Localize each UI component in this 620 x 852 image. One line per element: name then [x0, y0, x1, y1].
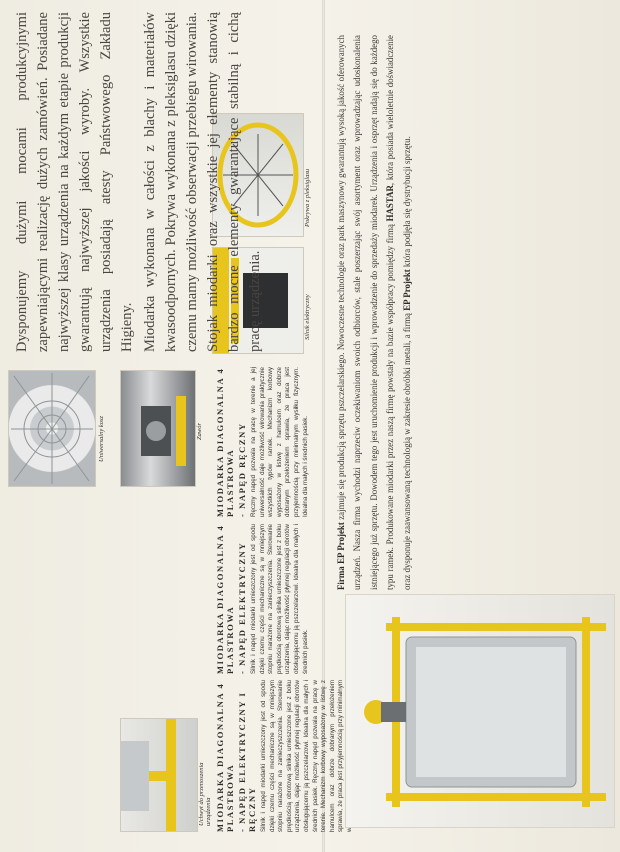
basket-icon [9, 371, 95, 486]
company-text-part: zajmuje się produkcją sprzętu pszczelarskiego. Nowoczesne technologie oraz park maszynowy gwarantują wysoką jakość oferowanych urządzeń. Nasza firma wychodzi naprzeciw oczekiwaniom swoich odbiorców, stale poszerzając swój asortyment oraz wprowadzając udoskonalenia istniejącego już sprzętu. Dowodem tego jest uruchomienie produkcji i wprowadzenie do sprzedaży miodarek. Urządzenia i osprzęt nadają się do każdego typu ramek. Produkowane miodarki przez naszą firmę powstały na bazie współpracy pomiędzy firmą [336, 35, 396, 590]
caption-lid: Pokrywa z pleksiglasu [304, 168, 311, 227]
photo-grid [8, 352, 212, 832]
panel-company [325, 0, 620, 852]
handle-icon [121, 719, 197, 831]
product-description: Ręczny napęd pozwala na pracę w terenie a jej uniwersalność daje możliwość wirowania praktycznie wszystkich typów ramek. Mechanizm korbowy wyposażony w listwę z hamulcem oraz dobrze dobranym przełożeniem sprawia, że praca jest przyjemnością przy minimalnym wysiłku fizycznym. Idealna dla małych i średnich pasiek. [250, 367, 309, 517]
caption-valve: Zawór [196, 423, 203, 440]
company-text-part: , która posiada wieloletnie doświadczenie oraz dysponuje zaawansowaną technologią w zakresie obróbki metali, a firmą [385, 35, 412, 590]
product-description: Silnik i napęd miodarki umieszczony jest od spodu dzięki czemu części mechaniczne są w mniejszym stopniu narażone na zanieczyszczenia. Sterowanie prędkością obrotową silnika umieszczone jest z boku urządzenia, dając możliwość płynnej regulacji obrotów obsługującemu ją pszczelarzowi. Idealna dla małych i średnich pasiek. [250, 524, 309, 674]
product-title: MIODARKA DIAGONALNA 4 PLASTROWA [215, 524, 235, 674]
product-electric [215, 524, 325, 674]
photo-basket [8, 370, 96, 487]
product-subtitle: - NAPĘD ELEKTRYCZNY [237, 541, 247, 674]
company-name-ep: Firma EP Projekt [336, 522, 346, 590]
company-name-hastar: HASTAR [385, 185, 396, 222]
company-name-ep-2: EP Projekt [401, 269, 412, 311]
intro-paragraph-2: Miodarka wykonana w całości z blachy i materiałów kwasoodpornych. Pokrywa wykonana z pleksiglasu dzięki czemu mamy możliwość obserwacji przebiegu wirowania. Stojak miodarki oraz wszystkie jej elementy stanowią bardzo mocne elementy gwarantujące stabilną i cichą pracę urządzenia. [142, 12, 263, 352]
product-title: MIODARKA DIAGONALNA 4 PLASTROWA [215, 682, 235, 832]
product-subtitle: - NAPĘD RĘCZNY [237, 422, 247, 517]
product-manual [215, 367, 325, 517]
intro-paragraph-1: Dysponujemy dużymi mocami produkcyjnymi zapewniającymi realizację dużych zamówień. Posiadane najwyższej klasy urządzenia na każdym etapie produkcji gwarantują najwyższej jakości wyroby. Wszystkie urządzenia posiadają atesty Państwowego Zakładu Higieny. [14, 12, 135, 352]
extractor-icon [346, 595, 614, 827]
main-product-photo [345, 594, 615, 828]
company-text-part: która podjęła się dystrybucji sprzętu. [401, 136, 412, 270]
caption-handle: Uchwyt do przenoszenia urządzenia [198, 762, 212, 826]
product-title: MIODARKA DIAGONALNA 4 PLASTROWA [215, 367, 235, 517]
intro-text [12, 12, 268, 352]
valve-icon [121, 371, 195, 486]
photo-valve [120, 370, 196, 487]
caption-motor: Silnik elektryczny [304, 294, 311, 340]
product-description: Silnik i napęd miodarki umieszczony jest od spodu dzięki czemu części mechaniczne są w mniejszym stopniu narażone na zanieczyszczenia. Sterowanie prędkością obrotową silnika umieszczone jest z boku urządzenia, dając możliwość płynnej regulacji obrotów obsługującemu ją pszczelarzowi. Idealna dla małych i średnich pasiek. Ręczny napęd pozwala na pracę w terenie. Mechanizm korbowy wyposażony w listwę z hamulcem oraz dobrze dobranym przełożeniem sprawia, że praca jest przyjemnością przy minimalnym [260, 680, 345, 832]
company-description [333, 35, 415, 590]
caption-basket: Uniwersalny kosz [98, 415, 105, 462]
photo-handle [120, 718, 198, 832]
product-subtitle: - NAPĘD ELEKTRYCZNY I RĘCZNY [237, 691, 257, 832]
product-electric-manual [215, 680, 345, 832]
